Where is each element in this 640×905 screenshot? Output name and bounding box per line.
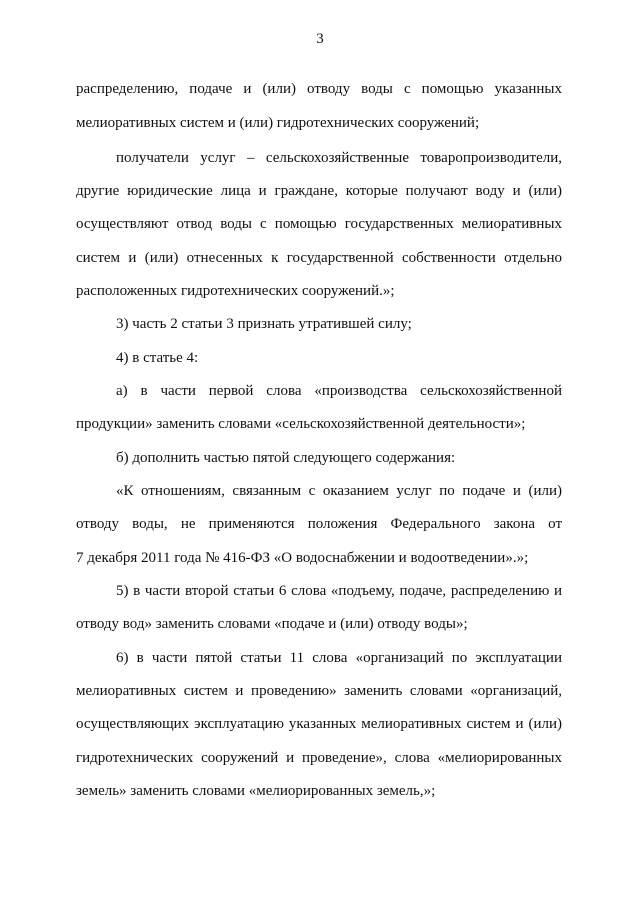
text-line: а) в части первой слова «производства сельскохозяйственной [116,383,562,399]
text-line: б) дополнить частью пятой следующего содержания: [116,450,456,466]
text-line: распределению, подаче и (или) отводу воды с помощью указанных [76,81,562,97]
text-line: отводу воды, не применяются положения Федерального закона от [76,516,562,532]
text-line: мелиоративных систем и проведению» заменить словами «организаций, [76,683,562,699]
text-line: «К отношениям, связанным с оказанием услуг по подаче и (или) [116,483,562,499]
text-line: отводу вод» заменить словами «подаче и (или) отводу воды»; [76,616,468,632]
text-line: получатели услуг – сельскохозяйственные товаропроизводители, [116,150,562,166]
text-line: осуществляют отвод воды с помощью государственных мелиоративных [76,216,562,232]
text-line: 4) в статье 4: [116,350,199,366]
text-line: 7 декабря 2011 года № 416-ФЗ «О водоснабжении и водоотведении».»; [76,550,529,566]
text-line: расположенных гидротехнических сооружений.»; [76,283,395,299]
text-line: 3) часть 2 статьи 3 признать утратившей силу; [116,316,412,332]
page-number: 3 [316,31,324,47]
text-line: осуществляющих эксплуатацию указанных мелиоративных систем и (или) [76,716,562,732]
text-line: гидротехнических сооружений и проведение», слова «мелиорированных [76,750,562,766]
text-line: 5) в части второй статьи 6 слова «подъему, подаче, распределению и [116,583,562,599]
text-line: продукции» заменить словами «сельскохозяйственной деятельности»; [76,416,526,432]
text-line: другие юридические лица и граждане, которые получают воду и (или) [76,183,562,199]
text-line: земель» заменить словами «мелиорированных земель,»; [76,783,436,799]
text-line: систем и (или) отнесенных к государственной собственности отдельно [76,250,562,266]
text-line: мелиоративных систем и (или) гидротехнических сооружений; [76,115,480,131]
text-line: 6) в части пятой статьи 11 слова «организаций по эксплуатации [116,650,562,666]
